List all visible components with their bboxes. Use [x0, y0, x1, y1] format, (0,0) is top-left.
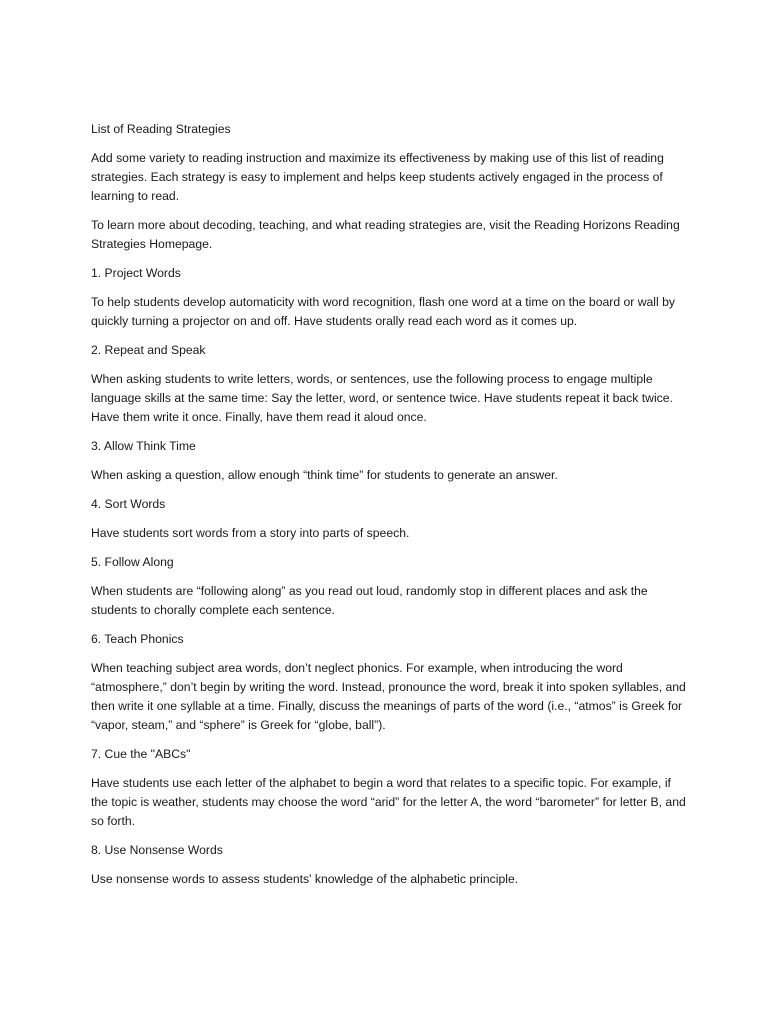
strategy-body: Have students use each letter of the alphabet to begin a word that relates to a specific topic. For example, if the topic is weather, students may choose the word “arid” for the letter A, the word “barometer” for letter B, and so forth. — [91, 776, 686, 828]
strategy-heading: 4. Sort Words — [91, 497, 166, 511]
strategy-heading: 3. Allow Think Time — [91, 439, 196, 453]
strategy-section — [91, 264, 691, 331]
strategy-section — [91, 437, 691, 485]
strategy-section — [91, 745, 691, 831]
intro-paragraph: To learn more about decoding, teaching, and what reading strategies are, visit the Reading Horizons Reading Strategies Homepage. — [91, 218, 680, 251]
strategy-body: When asking a question, allow enough “think time” for students to generate an answer. — [91, 468, 558, 482]
strategy-body: When students are “following along” as you read out loud, randomly stop in different places and ask the students to chorally complete each sentence. — [91, 584, 648, 617]
strategy-section — [91, 630, 691, 735]
strategy-heading: 6. Teach Phonics — [91, 632, 184, 646]
strategy-section — [91, 841, 691, 889]
strategy-body: Have students sort words from a story into parts of speech. — [91, 526, 410, 540]
document-title: List of Reading Strategies — [91, 122, 231, 136]
strategy-heading: 1. Project Words — [91, 266, 181, 280]
strategy-heading: 7. Cue the "ABCs" — [91, 747, 191, 761]
strategy-body: When asking students to write letters, words, or sentences, use the following process to engage multiple language skills at the same time: Say the letter, word, or sentence twice. Have students repeat it back twice. Have them write it once. Finally, have them read it aloud once. — [91, 372, 673, 424]
strategy-body: When teaching subject area words, don’t neglect phonics. For example, when introducing the word “atmosphere,” don’t begin by writing the word. Instead, pronounce the word, break it into spoken syllables, and then write it one syllable at a time. Finally, discuss the meanings of parts of the word (i.e., “atmos” is Greek for “vapor, steam,” and “sphere” is Greek for “globe, ball”). — [91, 661, 686, 732]
strategy-heading: 2. Repeat and Speak — [91, 343, 206, 357]
strategy-section — [91, 495, 691, 543]
document-page — [91, 120, 691, 899]
strategy-body: To help students develop automaticity with word recognition, flash one word at a time on the board or wall by quickly turning a projector on and off. Have students orally read each word as it comes up. — [91, 295, 675, 328]
intro-paragraph: Add some variety to reading instruction and maximize its effectiveness by making use of this list of reading strategies. Each strategy is easy to implement and helps keep students actively engaged in the process of learning to read. — [91, 151, 664, 203]
strategy-heading: 5. Follow Along — [91, 555, 174, 569]
strategy-section — [91, 553, 691, 620]
strategy-section — [91, 341, 691, 427]
strategy-body: Use nonsense words to assess students' knowledge of the alphabetic principle. — [91, 872, 519, 886]
strategy-heading: 8. Use Nonsense Words — [91, 843, 223, 857]
